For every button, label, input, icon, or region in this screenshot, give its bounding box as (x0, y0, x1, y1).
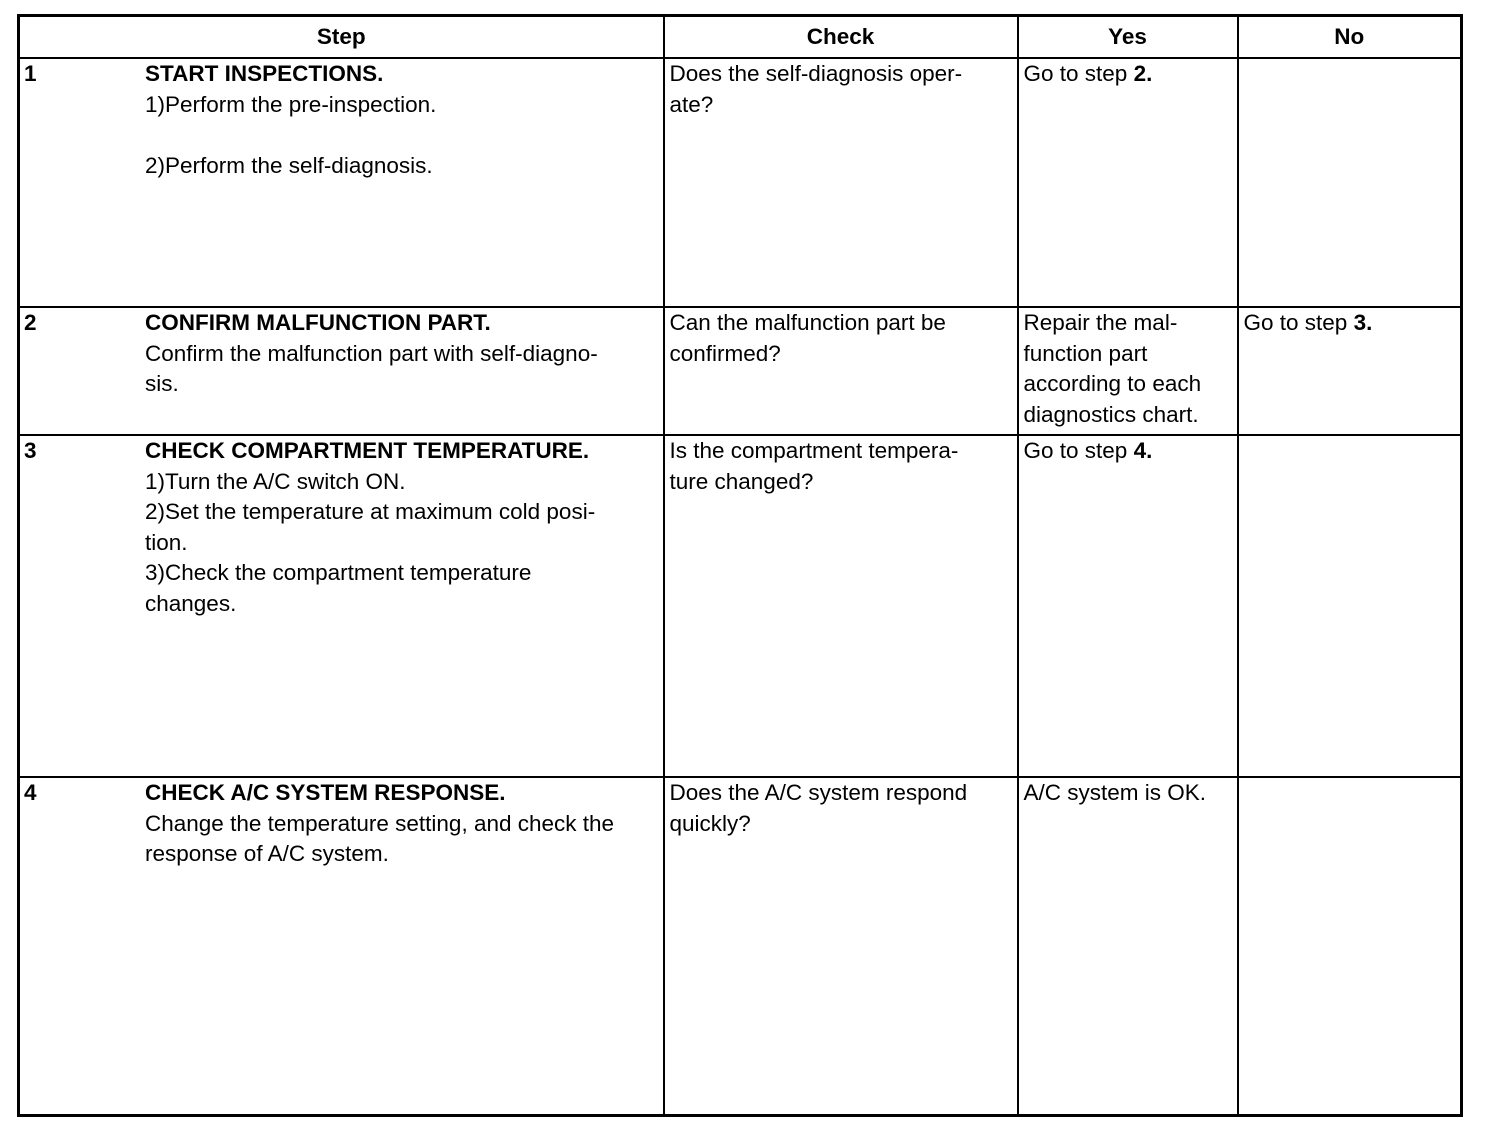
check-cell (664, 307, 1018, 435)
table-header-row (19, 16, 1462, 59)
step-title: START INSPECTIONS. (145, 61, 384, 86)
yes-text (1024, 59, 1234, 90)
yes-step-ref: 4. (1133, 438, 1153, 463)
yes-text (1024, 436, 1234, 467)
step-cell (19, 307, 664, 435)
step-cell (19, 435, 664, 777)
check-line: ate? (669, 91, 714, 117)
yes-line: function part (1023, 340, 1148, 366)
step-line: 1)Turn the A/C switch ON. (145, 468, 406, 494)
table-row (19, 777, 1462, 1116)
yes-line: according to each (1023, 371, 1202, 396)
check-line: Does the A/C system respond (669, 780, 968, 805)
step-title: CHECK COMPARTMENT TEMPERATURE. (145, 438, 590, 463)
header-yes: Yes (1018, 16, 1238, 59)
yes-line: diagnostics chart. (1023, 401, 1199, 427)
check-cell (664, 435, 1018, 777)
header-check: Check (664, 16, 1018, 59)
no-cell (1238, 777, 1462, 1116)
step-description (145, 59, 663, 181)
yes-cell (1018, 307, 1238, 435)
step-number: 3 (24, 438, 37, 463)
step-line-gap (145, 120, 663, 151)
yes-prefix: Go to step (1023, 61, 1134, 86)
step-line: response of A/C system. (145, 841, 389, 866)
table-row (19, 58, 1462, 307)
check-line: quickly? (669, 810, 751, 836)
no-cell (1238, 435, 1462, 777)
step-line: changes. (145, 590, 237, 616)
check-cell (664, 58, 1018, 307)
step-line: tion. (145, 529, 188, 555)
check-line: Is the compartment tempera- (669, 438, 959, 463)
no-cell (1238, 307, 1462, 435)
check-line: ture changed? (669, 468, 814, 494)
step-title: CONFIRM MALFUNCTION PART. (145, 310, 491, 335)
step-line: Confirm the malfunction part with self-diagno- (145, 340, 598, 366)
no-cell (1238, 58, 1462, 307)
header-step: Step (19, 16, 664, 59)
yes-prefix: Go to step (1023, 438, 1134, 463)
step-line: Change the temperature setting, and check the (145, 810, 615, 836)
step-number: 2 (24, 310, 37, 335)
step-line: 3)Check the compartment temperature (145, 560, 532, 585)
step-cell (19, 777, 664, 1116)
step-line: 2)Perform the self-diagnosis. (145, 152, 433, 178)
check-line: Does the self-diagnosis oper- (669, 61, 963, 86)
yes-step-ref: 2. (1133, 61, 1153, 86)
step-number: 1 (24, 61, 37, 86)
yes-cell (1018, 58, 1238, 307)
check-line: confirmed? (669, 340, 781, 366)
no-text (1244, 308, 1458, 339)
check-cell (664, 777, 1018, 1116)
header-no: No (1238, 16, 1462, 59)
no-step-ref: 3. (1353, 310, 1373, 335)
check-line: Can the malfunction part be (669, 310, 946, 335)
step-title: CHECK A/C SYSTEM RESPONSE. (145, 780, 506, 805)
table-row (19, 307, 1462, 435)
step-line: sis. (145, 371, 179, 396)
yes-cell (1018, 435, 1238, 777)
yes-text: A/C system is OK. (1023, 780, 1207, 805)
yes-line: Repair the mal- (1023, 310, 1178, 335)
step-line: 1)Perform the pre-inspection. (145, 91, 437, 117)
no-prefix: Go to step (1243, 310, 1354, 335)
step-cell (19, 58, 664, 307)
yes-cell (1018, 777, 1238, 1116)
diagnostic-procedure-table (17, 14, 1463, 1117)
step-description (145, 436, 663, 619)
table-row (19, 435, 1462, 777)
step-line: 2)Set the temperature at maximum cold posi- (145, 499, 596, 524)
step-description (145, 308, 663, 400)
step-number: 4 (24, 780, 37, 805)
step-description (145, 778, 663, 870)
